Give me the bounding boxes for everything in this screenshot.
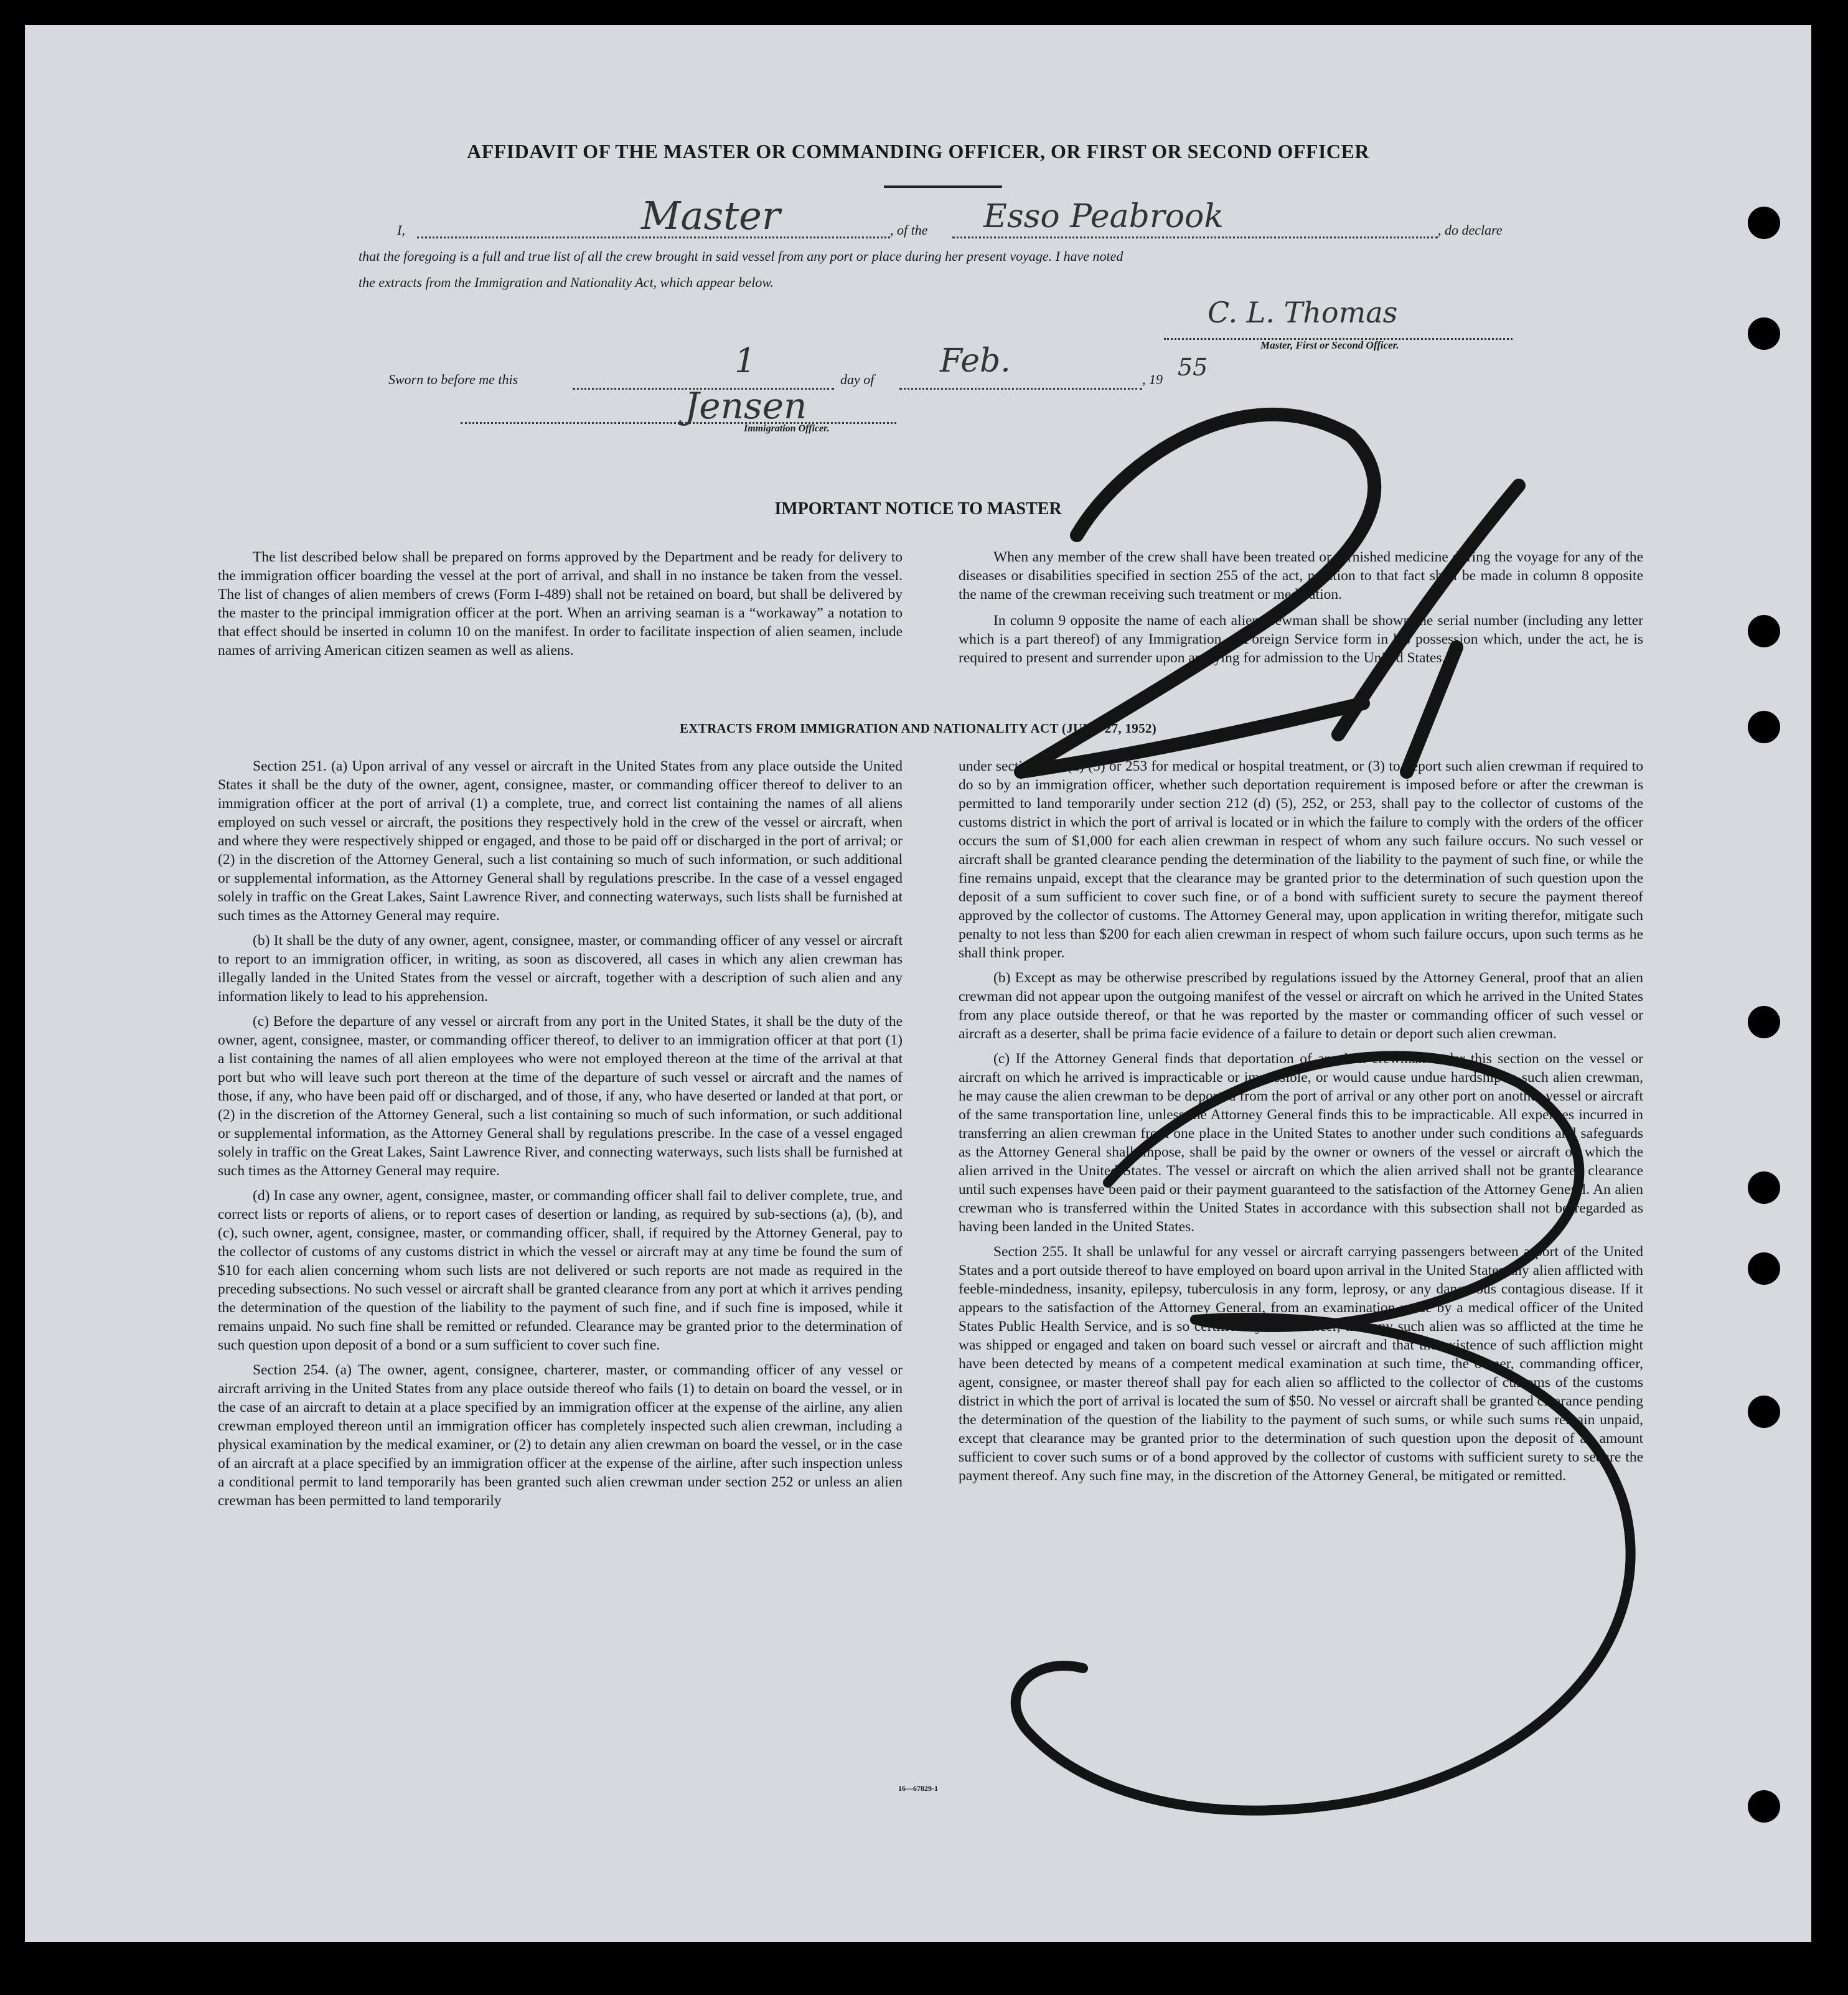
- crayon-stroke-3-top: [1108, 1056, 1579, 1327]
- punch-hole: [1748, 1396, 1780, 1428]
- officer-signature: Jensen: [685, 385, 807, 427]
- section-254a: Section 254. (a) The owner, agent, consignee, charterer, master, or commanding officer of any vessel or aircraft arriving in the United States from any place outside thereof who fails (1) to detain on board the vessel, or in the case of an aircraft to detain at a place specified by an immigration officer at the expense of the airline, any alien crewman employed thereon until an immigration officer has completely inspected such alien crewman, including a physical examination by the medical examiner, or (2) to detain any alien crewman on board the vessel, or in the case of an aircraft at a place specified by an immigration officer at the expense of the airline, after such inspection unless a conditional permit to land temporarily has been granted such alien crewman under section 252 or unless an alien crewman has been permitted to land temporarily: [218, 1362, 903, 1509]
- sworn-prefix: Sworn to before me this: [388, 372, 518, 387]
- document-page: [25, 25, 1811, 1942]
- do-declare-text: , do declare: [1438, 222, 1503, 238]
- declaration-i: I,: [397, 222, 405, 238]
- of-the-text: , of the: [890, 222, 928, 238]
- master-signature: C. L. Thomas: [1208, 296, 1398, 329]
- punch-hole: [1748, 711, 1780, 743]
- punch-hole: [1748, 207, 1780, 239]
- form-number: 16—67829-1: [898, 1784, 938, 1793]
- crayon-stroke-2: [1021, 415, 1374, 772]
- notice-left-text: The list described below shall be prepared on forms approved by the Department and be ready for delivery to the immigration officer boarding the vessel at the port of arrival, and shall in no instance be taken from the vessel. The list of changes of alien members of crews (Form I-489) shall not be retained on board, but shall be delivered by the master to the principal immigration officer at the port. When an arriving seaman is a “workaway” a notation to that effect should be inserted in column 10 on the manifest. In order to facilitate inspection of alien seamen, include names of arriving American citizen seamen as well as aliens.: [218, 549, 903, 659]
- punch-hole: [1748, 1006, 1780, 1038]
- punch-hole: [1748, 1790, 1780, 1823]
- day-of-text: day of: [840, 372, 875, 387]
- section-255: Section 255. It shall be unlawful for any vessel or aircraft carrying passengers between a port of the United States and a port outside thereof to have employed on board upon arrival in the United States any alien afflicted with feeble-mindedness, insanity, epilepsy, tuberculosis in any form, leprosy, or any dangerous contagious disease. If it appears to the satisfaction of the Attorney General, from an examination made by a medical officer of the United States Public Health Service, and is so certified by such officer, that any such alien was so afflicted at the time he was shipped or engaged and taken on board such vessel or aircraft and that the existence of such affliction might have been detected by means of a competent medical examination at such time, the owner, commanding officer, agent, consignee, or master thereof shall pay for each alien so afflicted to the collector of customs of the customs district in which the port of arrival is located the sum of $50. No vessel or aircraft shall be granted clearance pending the determination of the question of the liability to the payment of such sums, or while such sums remain unpaid, except that clearance may be granted prior to the determination of such question upon the deposit of an amount sufficient to cover such sums or of a bond approved by the collector of customs with sufficient surety to secure the payment thereof. Any such fine may, in the discretion of the Attorney General, be mitigated or remitted.: [959, 1244, 1643, 1484]
- punch-hole: [1748, 317, 1780, 350]
- notice-right-paragraph-1: When any member of the crew shall have been treated or furnished medicine during the voyage for any of the diseases or disabilities specified in section 255 of the act, notation to that fact shall be made in column 8 opposite the name of the crewman receiving such treatment or medication.: [959, 549, 1643, 603]
- section-251c: (c) Before the departure of any vessel or aircraft from any port in the United States, it shall be the duty of the owner, agent, consignee, master, or commanding officer thereof, to deliver to an immigration officer at that port (1) a list containing the names of all alien employees who were not employed thereon at the time of the arrival at that port but who will leave such port thereon at the time of the departure of such vessel or aircraft and the names of those, if any, who have been paid off or discharged, and of those, if any, who have deserted or landed at that port, or (2) in the discretion of the Attorney General, such a list containing so much of such information, or such additional or supplemental information, as the Attorney General shall by regulations prescribe. In the case of a vessel engaged solely in traffic on the Great Lakes, Saint Lawrence River, and connecting waterways, such lists shall be furnished at such times as the Attorney General may require.: [218, 1013, 903, 1179]
- declaration-line-3: the extracts from the Immigration and Nationality Act, which appear below.: [359, 275, 774, 290]
- punch-hole: [1748, 1252, 1780, 1285]
- crayon-stroke-3-bottom: [1016, 1318, 1631, 1811]
- section-251b: (b) It shall be the duty of any owner, agent, consignee, master, or commanding officer of any vessel or aircraft to report to an immigration officer, in writing, as soon as discovered, all cases in which any alien crewman has illegally landed in the United States from the vessel or aircraft, together with a description of such alien and any information likely to lead to his apprehension.: [218, 932, 903, 1005]
- notice-heading: IMPORTANT NOTICE TO MASTER: [774, 499, 1062, 519]
- handwritten-name: Master: [641, 193, 781, 238]
- affidavit-title: AFFIDAVIT OF THE MASTER OR COMMANDING OFFICER, OR FIRST OR SECOND OFFICER: [467, 140, 1369, 162]
- sworn-day: 1: [734, 341, 756, 380]
- section-254c: (c) If the Attorney General finds that deportation of an alien crewman under this section on the vessel or aircraft on which he arrived is impracticable or impossible, or would cause undue hardship to such alien crewman, he may cause the alien crewman to be deported from the port of arrival or any other port on another vessel or aircraft of the same transportation line, unless the Attorney General finds this to be impracticable. All expenses incurred in transferring an alien crewman from one place in the United States to another under such conditions and safeguards as the Attorney General shall impose, shall be paid by the owner or owners of the vessel or aircraft on which the alien arrived in the United States. The vessel or aircraft on which the alien arrived shall not be granted clearance until such expenses have been paid or their payment guaranteed to the satisfaction of the Attorney General. An alien crewman who is transferred within the United States in accordance with this subsection shall not be regarded as having been landed in the United States.: [959, 1051, 1643, 1235]
- extracts-heading: EXTRACTS FROM IMMIGRATION AND NATIONALITY ACT (JUNE 27, 1952): [680, 721, 1156, 736]
- section-251d: (d) In case any owner, agent, consignee, master, or commanding officer shall fail to deliver complete, true, and correct lists or reports of aliens, or to report cases of desertion or landing, as required by sub-sections (a), (b), and (c), such owner, agent, consignee, master, or commanding officer, shall, if required by the Attorney General, pay to the collector of customs of any customs district in which the vessel or aircraft may at any time be found the sum of $10 for each alien concerning whom such lists are not delivered or such reports are not made as required in the preceding subsections. No such vessel or aircraft shall be granted clearance from any port at which it arrives pending the determination of the question of the liability to the payment of such fine, and if such fine is imposed, while it remains unpaid. No such fine shall be remitted or refunded. Clearance may be granted prior to the determination of such question upon deposit of a bond or a sum sufficient to cover such fine.: [218, 1188, 903, 1353]
- punch-hole: [1748, 1171, 1780, 1204]
- year-suffix: 55: [1178, 354, 1208, 381]
- notice-right-paragraph-2: In column 9 opposite the name of each alien crewman shall be shown the serial number (including any letter which is a part thereof) of any Immigration or Foreign Service form in his possession which, under the act, he is required to present and surrender upon applying for admission to the United States.: [959, 613, 1643, 666]
- handwritten-vessel: Esso Peabrook: [983, 198, 1224, 235]
- officer-caption: Immigration Officer.: [744, 423, 830, 434]
- declaration-line-2: that the foregoing is a full and true list of all the crew brought in said vessel from any port or place during her present voyage. I have noted: [359, 248, 1123, 264]
- section-251a: Section 251. (a) Upon arrival of any vessel or aircraft in the United States from any place outside the United States it shall be the duty of the owner, agent, consignee, master, or commanding officer thereof to deliver to an immigration officer at the port of arrival (1) a complete, true, and correct list containing the names of all aliens employed on such vessel or aircraft, the positions they respectively hold in the crew of the vessel or aircraft, when and where they were respectively shipped or engaged, and those to be paid off or discharged in the port of arrival; or (2) in the discretion of the Attorney General, such a list containing so much of such information, or such additional or supplemental information, as the Attorney General shall by regulations prescribe. In the case of a vessel engaged solely in traffic on the Great Lakes, Saint Lawrence River, and connecting waterways, such lists shall be furnished at such times as the Attorney General may require.: [218, 758, 903, 924]
- master-signature-caption: Master, First or Second Officer.: [1260, 339, 1399, 351]
- section-254b: (b) Except as may be otherwise prescribed by regulations issued by the Attorney General, proof that an alien crewman did not appear upon the outgoing manifest of the vessel or aircraft on which he arrived in the United States from any place outside thereof, or that he was reported by the master or commanding officer of such vessel or aircraft as a deserter, shall be prima facie evidence of a failure to detain or deport such alien crewman.: [959, 970, 1643, 1042]
- section-254a-continued: under section 212 (d) (5) or 253 for medical or hospital treatment, or (3) to deport such alien crewman if required to do so by an immigration officer, whether such deportation requirement is imposed before or after the crewman is permitted to land temporarily under section 212 (d) (5), 252, or 253, shall pay to the collector of customs of the customs district in which the port of arrival is located or in which the failure to comply with the orders of the officer occurs the sum of $1,000 for each alien crewman in respect of whom any such failure occurs. No such vessel or aircraft shall be granted clearance pending the determination of the liability to the payment of such fine, or while the fine remains unpaid, except that the clearance may be granted prior to the determination of such question upon the deposit of a sum sufficient to cover such fine, or of a bond with sufficient surety to secure the payment thereof approved by the collector of customs. The Attorney General may, upon application in writing therefor, mitigate such penalty to not less than $200 for each alien crewman in respect of whom such failure occurs, upon such terms as he shall think proper.: [959, 758, 1643, 961]
- crayon-mark-overlay: [25, 25, 1811, 1942]
- year-prefix: , 19: [1142, 372, 1163, 387]
- punch-hole: [1748, 615, 1780, 647]
- sworn-month: Feb.: [940, 342, 1011, 380]
